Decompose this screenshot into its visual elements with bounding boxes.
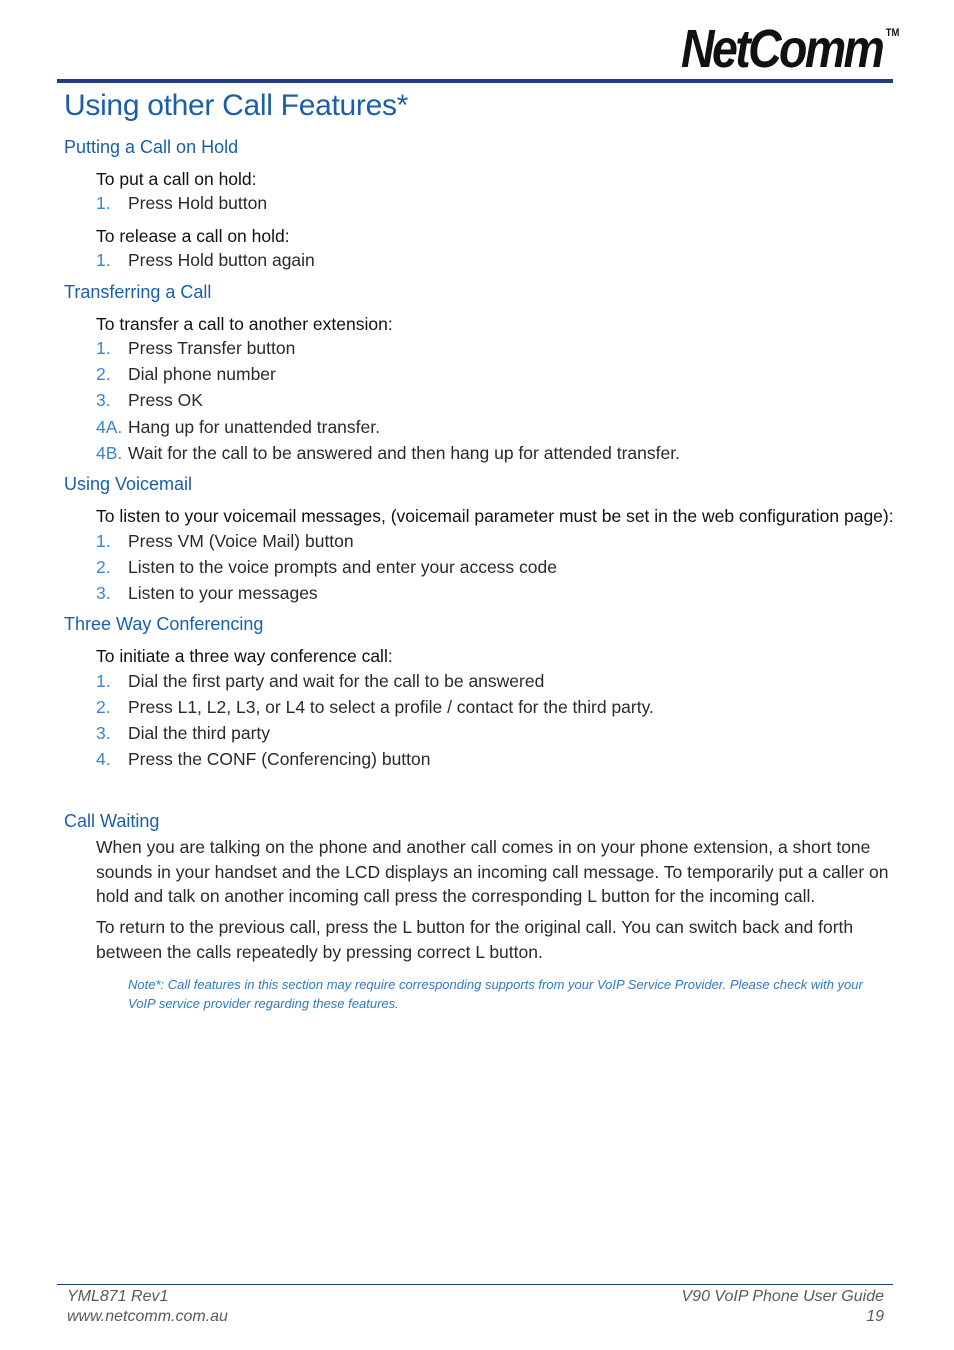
list-item xyxy=(96,443,680,464)
step-text: Press the CONF (Conferencing) button xyxy=(128,749,431,769)
step-number: 3. xyxy=(96,583,111,603)
step-text: Dial phone number xyxy=(128,364,276,384)
list-item xyxy=(96,671,544,692)
step-text: Press OK xyxy=(128,390,203,410)
list-item xyxy=(96,193,267,214)
footer-rule xyxy=(57,1284,893,1285)
list-item xyxy=(96,531,354,552)
step-number: 1. xyxy=(96,671,111,691)
transfer-intro: To transfer a call to another extension: xyxy=(96,314,393,334)
section-heading-conference: Three Way Conferencing xyxy=(64,614,264,634)
website-url: www.netcomm.com.au xyxy=(67,1308,228,1325)
footer-left xyxy=(67,1287,228,1327)
waiting-paragraph-1: When you are talking on the phone and another call comes in on your phone extension, a short tone sounds in your handset and the LCD displays an incoming call message. To temporarily put a caller on hold and talk on another incoming call press the corresponding L button for the incoming call. xyxy=(96,837,889,906)
trademark-mark: TM xyxy=(885,27,900,39)
voicemail-intro: To listen to your voicemail messages, (voicemail parameter must be set in the web configuration page): xyxy=(96,506,894,526)
step-text: Press Hold button again xyxy=(128,250,315,270)
list-item xyxy=(96,338,295,359)
list-item xyxy=(96,417,380,438)
doc-code: YML871 Rev1 xyxy=(67,1288,169,1305)
list-item xyxy=(96,723,270,744)
footer-right xyxy=(682,1287,885,1327)
hold-release-intro: To release a call on hold: xyxy=(96,226,290,246)
list-item xyxy=(96,749,431,770)
step-text: Listen to the voice prompts and enter your access code xyxy=(128,557,557,577)
hold-put-intro: To put a call on hold: xyxy=(96,169,257,189)
step-number: 1. xyxy=(96,338,111,358)
step-number: 4A. xyxy=(96,417,123,437)
step-number: 1. xyxy=(96,193,111,213)
step-number: 4. xyxy=(96,749,111,769)
page-number: 19 xyxy=(866,1308,884,1325)
step-number: 1. xyxy=(96,531,111,551)
netcomm-logo: NetComm ™ xyxy=(681,19,900,79)
step-number: 2. xyxy=(96,697,111,717)
header-rule xyxy=(57,79,893,83)
step-text: Dial the first party and wait for the call to be answered xyxy=(128,671,545,691)
step-text: Press Hold button xyxy=(128,193,268,213)
guide-title: V90 VoIP Phone User Guide xyxy=(681,1288,884,1305)
step-text: Press L1, L2, L3, or L4 to select a profile / contact for the third party. xyxy=(128,697,654,717)
step-number: 3. xyxy=(96,723,111,743)
step-text: Press Transfer button xyxy=(128,338,296,358)
step-number: 3. xyxy=(96,390,111,410)
section-heading-hold: Putting a Call on Hold xyxy=(64,137,239,157)
step-text: Wait for the call to be answered and then hang up for attended transfer. xyxy=(128,443,680,463)
list-item xyxy=(96,583,318,604)
footnote: Note*: Call features in this section may require corresponding supports from your VoIP Service Provider. Please check with your VoIP service provider regarding these features. xyxy=(128,977,863,1011)
page-title: Using other Call Features* xyxy=(64,89,409,122)
conference-intro: To initiate a three way conference call: xyxy=(96,646,393,666)
waiting-paragraph-2: To return to the previous call, press the L button for the original call. You can switch back and forth between the calls repeatedly by pressing correct L button. xyxy=(96,917,854,962)
list-item xyxy=(96,250,315,271)
step-text: Listen to your messages xyxy=(128,583,318,603)
step-number: 4B. xyxy=(96,443,123,463)
list-item xyxy=(96,557,557,578)
step-number: 1. xyxy=(96,250,111,270)
section-heading-voicemail: Using Voicemail xyxy=(64,474,193,494)
section-heading-waiting: Call Waiting xyxy=(64,811,160,831)
section-heading-transfer: Transferring a Call xyxy=(64,282,212,302)
step-number: 2. xyxy=(96,364,111,384)
step-text: Hang up for unattended transfer. xyxy=(128,417,380,437)
list-item xyxy=(96,390,203,411)
list-item xyxy=(96,364,276,385)
step-text: Dial the third party xyxy=(128,723,271,743)
list-item xyxy=(96,697,654,718)
step-number: 2. xyxy=(96,557,111,577)
step-text: Press VM (Voice Mail) button xyxy=(128,531,354,551)
